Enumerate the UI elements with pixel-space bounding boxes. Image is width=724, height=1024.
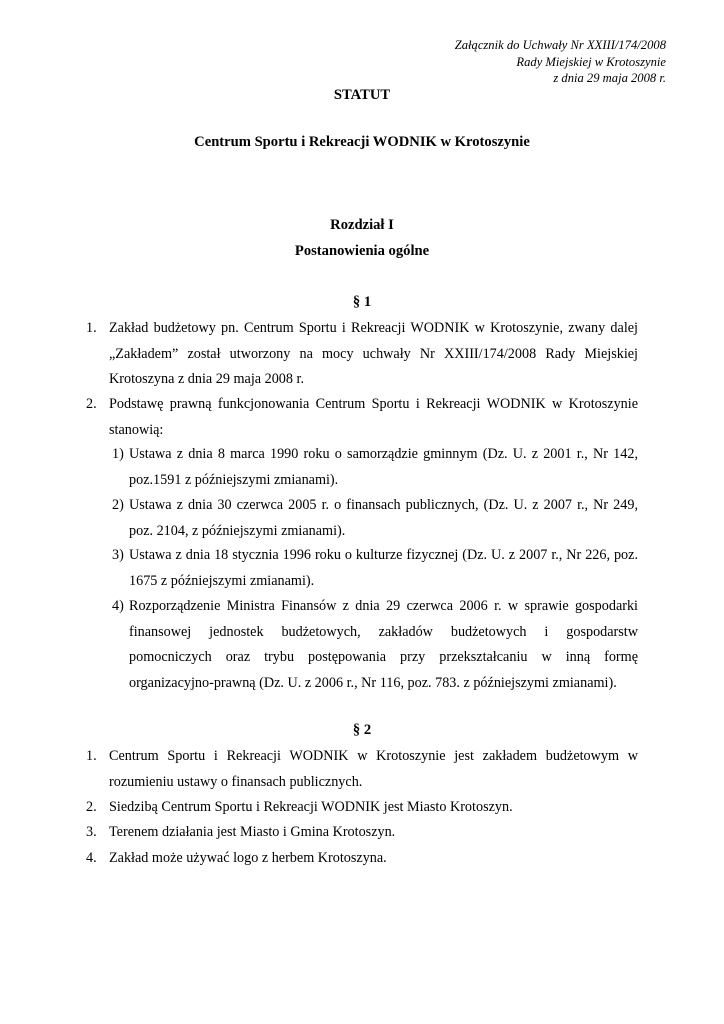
subitem-text: Ustawa z dnia 8 marca 1990 roku o samorządzie gminnym (Dz. U. z 2001 r., Nr 142, poz.1591 z późniejszymi zmianami).	[129, 446, 638, 488]
item-text: Terenem działania jest Miasto i Gmina Krotoszyn.	[109, 824, 396, 840]
document-title: STATUT	[333, 87, 391, 103]
header-line-1: Załącznik do Uchwały Nr XXIII/174/2008	[454, 38, 666, 52]
legal-basis-item-2	[112, 493, 638, 544]
item-text: Zakład może używać logo z herbem Krotoszyna.	[109, 850, 387, 866]
item-number: 3.	[86, 824, 97, 840]
item-number: 1.	[86, 748, 97, 764]
section-2-item-4	[86, 846, 638, 872]
chapter-number: Rozdział I	[330, 217, 394, 233]
chapter-name: Postanowienia ogólne	[294, 243, 430, 259]
section-2-item-2	[86, 795, 638, 821]
section-1-heading: § 1	[352, 294, 372, 310]
item-text: Centrum Sportu i Rekreacji WODNIK w Krotoszynie jest zakładem budżetowym w rozumieniu ustawy o finansach publicznych.	[109, 748, 638, 790]
item-text: Zakład budżetowy pn. Centrum Sportu i Rekreacji WODNIK w Krotoszynie, zwany dalej „Zakładem” został utworzony na mocy uchwały Nr XXIII/174/2008 Rady Miejskiej Krotoszyna z dnia 29 maja 2008 r.	[109, 320, 638, 387]
subitem-number: 2)	[112, 497, 124, 513]
subitem-text: Ustawa z dnia 30 czerwca 2005 r. o finansach publicznych, (Dz. U. z 2007 r., Nr 249, poz. 2104, z późniejszymi zmianami).	[129, 497, 638, 539]
header-line-2: Rady Miejskiej w Krotoszynie	[516, 54, 666, 69]
legal-basis-item-1	[112, 442, 638, 493]
section-2-item-1	[86, 744, 638, 795]
item-text: Siedzibą Centrum Sportu i Rekreacji WODNIK jest Miasto Krotoszyn.	[109, 799, 513, 815]
subitem-text: Ustawa z dnia 18 stycznia 1996 roku o kulturze fizycznej (Dz. U. z 2007 r., Nr 226, poz. 1675 z późniejszymi zmianami).	[129, 547, 638, 589]
section-1-item-2	[86, 392, 638, 443]
legal-basis-item-3	[112, 543, 638, 594]
item-number: 4.	[86, 850, 97, 866]
section-2-item-3	[86, 820, 638, 846]
section-1-item-1	[86, 316, 638, 393]
item-number: 2.	[86, 396, 97, 412]
subitem-number: 4)	[112, 598, 124, 614]
header-line-3: z dnia 29 maja 2008 r.	[553, 71, 666, 85]
subitem-text: Rozporządzenie Ministra Finansów z dnia 29 czerwca 2006 r. w sprawie gospodarki finansowej jednostek budżetowych, zakładów budżetowych i gospodarstw pomocniczych oraz trybu postępowania przy przekształcaniu w inną formę organizacyjno-prawną (Dz. U. z 2006 r., Nr 116, poz. 783. z późniejszymi zmianami).	[129, 598, 638, 691]
section-2-heading: § 2	[352, 722, 372, 738]
item-text: Podstawę prawną funkcjonowania Centrum Sportu i Rekreacji WODNIK w Krotoszynie stanowią:	[109, 396, 638, 438]
item-number: 1.	[86, 320, 97, 336]
subitem-number: 1)	[112, 446, 124, 462]
document-subtitle: Centrum Sportu i Rekreacji WODNIK w Krotoszynie	[194, 134, 530, 150]
subitem-number: 3)	[112, 547, 124, 563]
item-number: 2.	[86, 799, 97, 815]
legal-basis-item-4	[112, 594, 638, 696]
attachment-header	[346, 37, 666, 87]
